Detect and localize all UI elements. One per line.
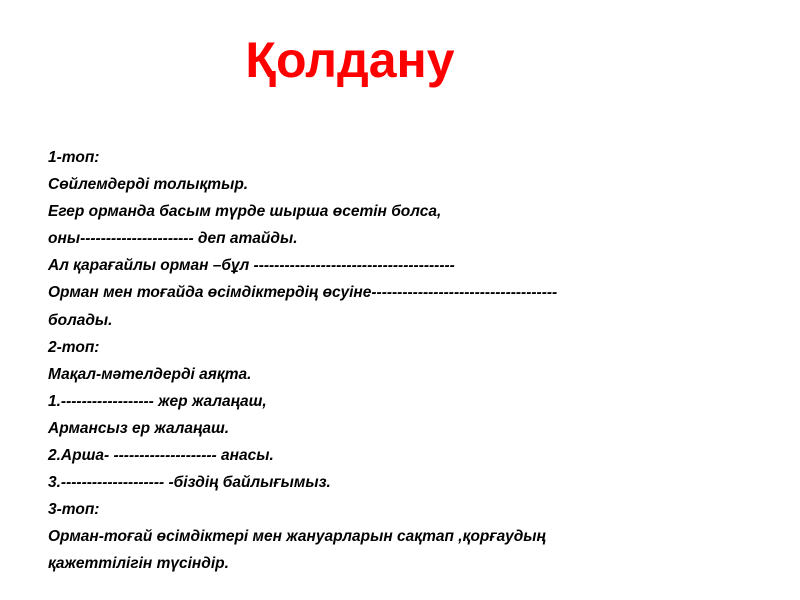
proverb-1b: Армансыз ер жалаңаш.	[48, 419, 230, 437]
task-1-sentence-1b: оны---------------------- деп атайды.	[48, 230, 298, 248]
proverb-1a: 1.------------------ жер жалаңаш,	[48, 392, 267, 410]
group-2-heading: 2-топ:	[48, 338, 100, 356]
task-1-sentence-3a: Орман мен тоғайда өсімдіктердің өсуіне------------------------------------	[48, 284, 558, 302]
group-1-heading: 1-топ:	[48, 149, 100, 166]
task-1-sentence-3b: болады.	[48, 311, 113, 329]
task-1-sentence-2: Ал қарағайлы орман –бұл ---------------------------------------	[48, 257, 455, 275]
group-3-heading: 3-топ:	[48, 501, 100, 519]
task-3-instruction-a: Орман-тоғай өсімдіктері мен жануарларын сақтап ,қорғаудың	[48, 528, 546, 546]
proverb-3: 3.-------------------- -біздің байлығымыз.	[48, 474, 331, 492]
slide-body	[48, 144, 788, 578]
proverb-2: 2.Арша- -------------------- анасы.	[48, 447, 274, 465]
task-1-sentence-1a: Егер орманда басым түрде шырша өсетін болса,	[48, 203, 442, 221]
slide-title: Қолдану	[245, 32, 455, 88]
task-3-instruction-b: қажеттілігін түсіндір.	[48, 555, 229, 573]
task-2-instruction: Мақал-мәтелдерді аяқта.	[48, 365, 252, 383]
task-1-instruction: Сөйлемдерді толықтыр.	[48, 176, 249, 194]
